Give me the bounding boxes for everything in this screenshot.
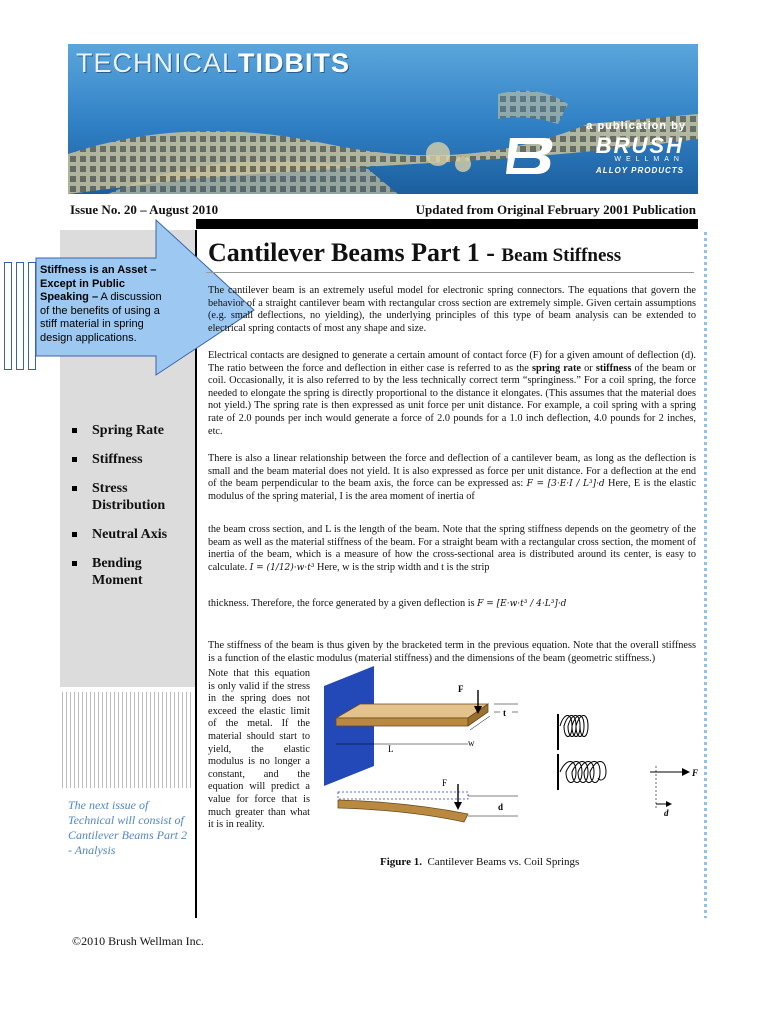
list-item: Stress Distribution (72, 480, 192, 514)
label-width: w (468, 738, 475, 748)
equation-force: F = [3·E·I / L³]·d (526, 479, 605, 490)
paragraph-intro: The cantilever beam is an extremely useful model for electronic spring connectors. The equations that govern the behavior of a straight cantilever beam with rectangular cross section are extremely simple. Given certain assumptions (e.g. small deflections, no yielding), the underlying principles of this type of beam analysis can be extended to electrical spring contacts of most any shape and size. (208, 285, 696, 334)
issue-number: Issue No. 20 – August 2010 (70, 202, 219, 217)
label-deflection: d (498, 802, 504, 812)
equation-force-full: F = [E·w·t³ / 4·L³]·d (477, 599, 567, 609)
label-force-deflected: F (442, 778, 448, 788)
copyright: ©2010 Brush Wellman Inc. (72, 934, 204, 948)
list-item: Spring Rate (72, 422, 192, 439)
publication-by-text: a publication by (586, 120, 686, 132)
brand-sub-alloy: ALLOY PRODUCTS (595, 166, 684, 175)
topic-list (72, 422, 192, 601)
label-thickness: t (503, 708, 506, 718)
callout-text: Stiffness is an Asset – Except in Public Speaking – A discussion of the benefits of using a stiff material in spring design applications. (40, 264, 162, 344)
list-item: Neutral Axis (72, 526, 192, 543)
paragraph-moment-inertia: the beam cross section, and L is the length of the beam. Note that the spring stiffness depends on the geometry of the beam as well as the material stiffness of the beam. For a straight beam with a rectangular cross section, the moment of inertia of the beam, which is a measure of how the cross-sectional area is distributed around its center, is easy to calculate. I = (1/12)·w·t³ Here, w is the strip width and t is the strip (208, 524, 696, 573)
paragraph-spring-rate: Electrical contacts are designed to generate a certain amount of contact force (F) for a given amount of deflection (d). The ratio between the force and deflection in either case is referred to as the spring rate or stiffness of the beam or coil. Occasionally, it is also referred to by the less technically correct term “springiness.” For a coil spring, the force needed to elongate the spring is directly proportional to the distance it elongates. (This assumes that the material does not yield.) The spring rate is then expressed as unit force per unit distance. For example, a coil spring with a spring rate of 2.0 pounds per inch would generate a force of 2.0 pounds for a 1.0 inch deflection, 4.0 pounds for 2 inches, etc. (208, 350, 696, 437)
label-coil-force: F (692, 768, 699, 778)
label-length: L (388, 744, 394, 754)
list-item: Bending Moment (72, 555, 192, 589)
paragraph-thickness: thickness. Therefore, the force generated by a given deflection is F = [E·w·t³ / 4·L³]·d (208, 598, 567, 609)
paragraph-linear-relationship: There is also a linear relationship between the force and deflection of a cantilever beam, as long as the deflection is small and the beam material does not yield. It is also expressed as force per unit distance. For a deflection at the end of the beam perpendicular to the beam axis, the force can be expressed as: F = [3·E·I / L³]·d Here, E is the elastic modulus of the spring material, I is the area moment of inertia of (208, 453, 696, 502)
sidebar-stripes (62, 692, 192, 788)
label-coil-deflection: d (664, 808, 669, 818)
paragraph-stiffness: The stiffness of the beam is thus given by the bracketed term in the previous equation. Note that the overall stiffness is a function of the elastic modulus (material stiffness) and the dimensions of the beam (geometric stiffness.) (208, 640, 696, 664)
title-rule (206, 272, 694, 273)
label-force: F (458, 684, 464, 694)
page-title: Cantilever Beams Part 1 - Beam Stiffness (208, 238, 622, 267)
brand-sub-wellman: WELLMAN (614, 156, 684, 163)
list-item: Stiffness (72, 451, 192, 468)
figure-caption: Figure 1. Cantilever Beams vs. Coil Springs (380, 856, 580, 868)
top-rule (196, 219, 698, 229)
banner-title: TECHNICALTIDBITS (76, 48, 351, 78)
updated-note: Updated from Original February 2001 Publication (415, 202, 696, 217)
brand-name: BRUSH (595, 133, 684, 158)
next-issue-note: The next issue of Technical will consist of Cantilever Beams Part 2 - Analysis (68, 798, 187, 857)
figure-cantilever-vs-coil (318, 666, 708, 846)
banner (68, 44, 698, 194)
paragraph-note: Note that this equation is only valid if the stress in the spring does not exceed the elastic limit of the metal. If the material should start to yield, the elastic modulus is no longer a constant, and the equation will predict a value for force that is much greater than what it is in reality. (208, 668, 310, 831)
equation-inertia: I = (1/12)·w·t³ (249, 562, 315, 573)
